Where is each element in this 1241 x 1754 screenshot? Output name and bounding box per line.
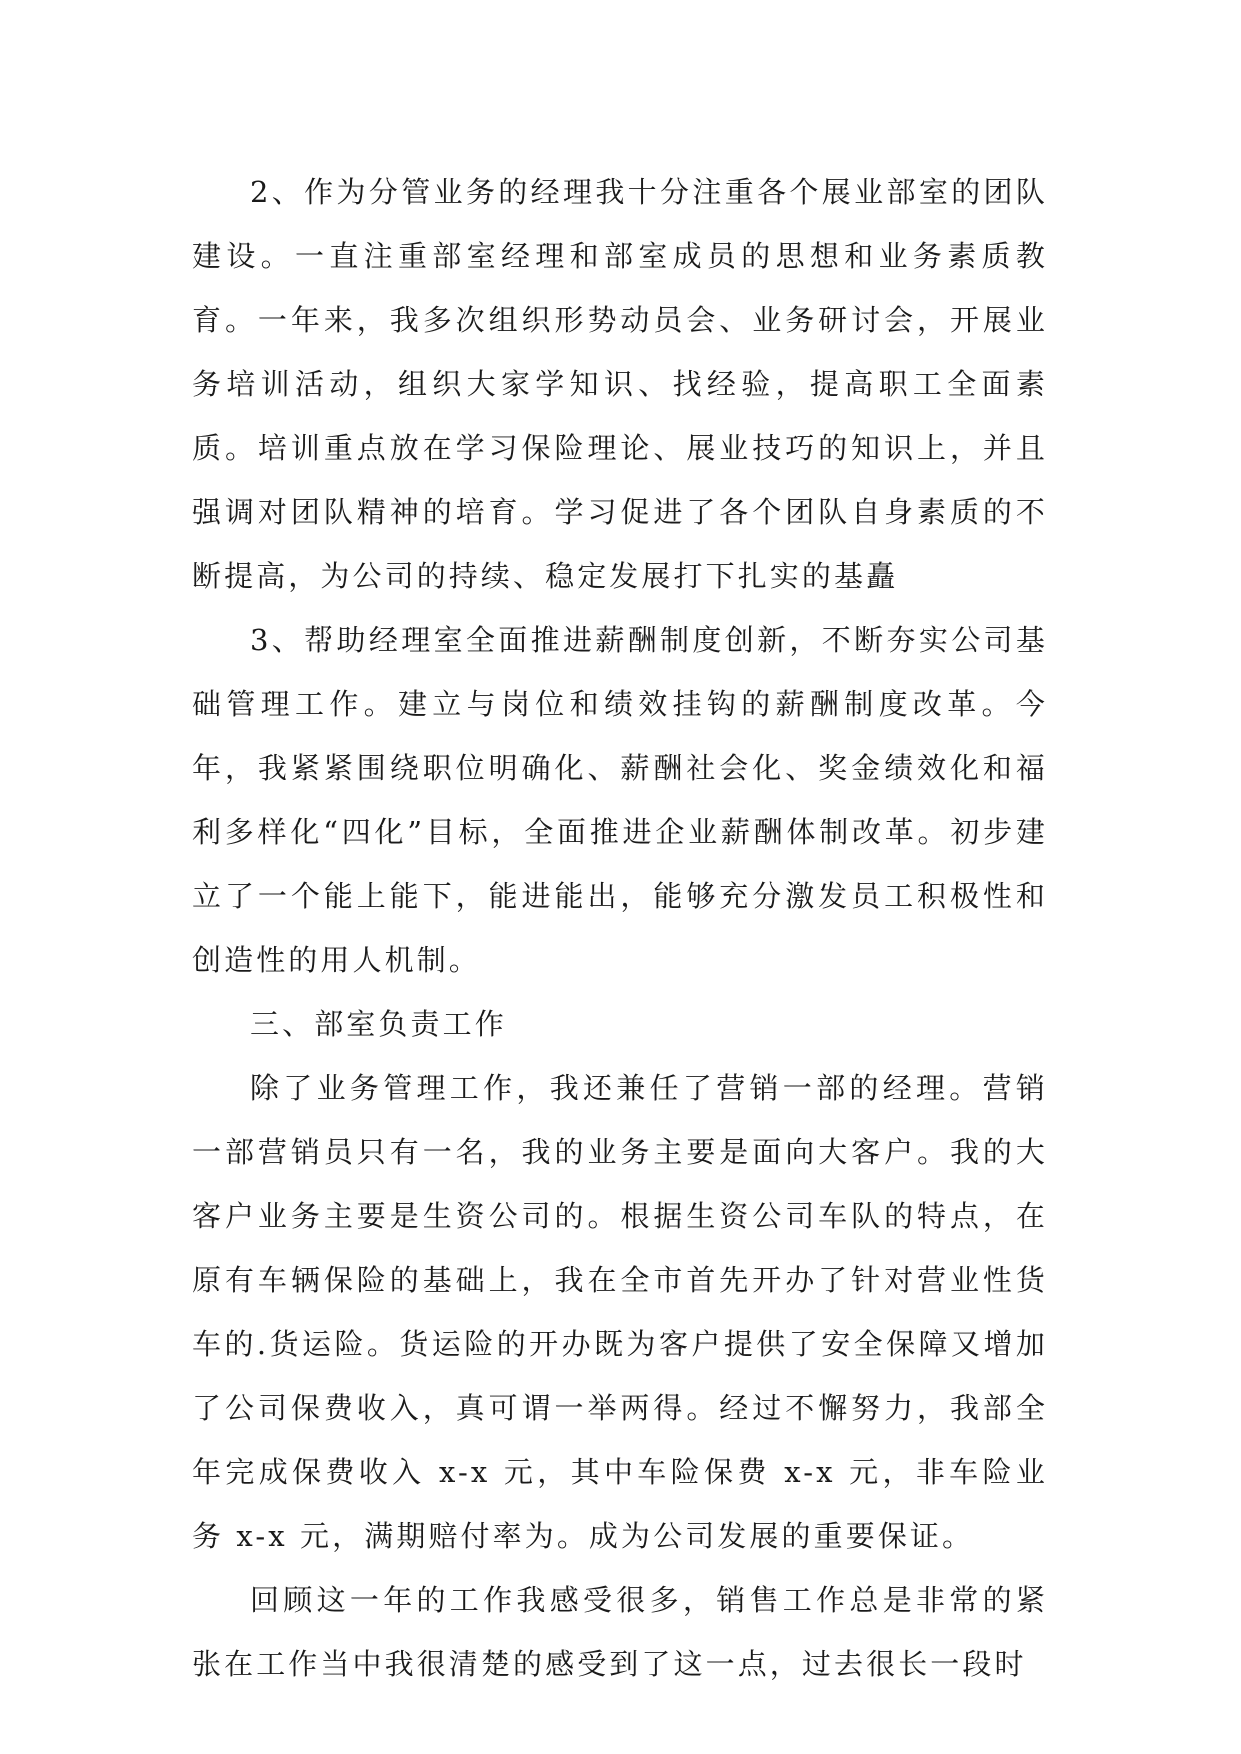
paragraph-salary-reform: 3、帮助经理室全面推进薪酬制度创新，不断夯实公司基础管理工作。建立与岗位和绩效挂钩的薪酬制度改革。今年，我紧紧围绕职位明确化、薪酬社会化、奖金绩效化和福利多样化“四化”目标，全面推进企业薪酬体制改革。初步建立了一个能上能下，能进能出，能够充分激发员工积极性和创造性的用人机制。 <box>192 623 1048 977</box>
paragraph-team-building: 2、作为分管业务的经理我十分注重各个展业部室的团队建设。一直注重部室经理和部室成员的思想和业务素质教育。一年来，我多次组织形势动员会、业务研讨会，开展业务培训活动，组织大家学知识、找经验，提高职工全面素质。培训重点放在学习保险理论、展业技巧的知识上，并且强调对团队精神的培育。学习促进了各个团队自身素质的不断提高，为公司的持续、稳定发展打下扎实的基矗 <box>192 175 1048 593</box>
paragraph-marketing-department: 除了业务管理工作，我还兼任了营销一部的经理。营销一部营销员只有一名，我的业务主要是面向大客户。我的大客户业务主要是生资公司的。根据生资公司车队的特点，在原有车辆保险的基础上，我在全市首先开办了针对营业性货车的.货运险。货运险的开办既为客户提供了安全保障又增加了公司保费收入，真可谓一举两得。经过不懈努力，我部全年完成保费收入 x-x 元，其中车险保费 x-x 元，非车险业务 x-x 元，满期赔付率为。成为公司发展的重要保证。 <box>192 1071 1048 1553</box>
paragraph-review: 回顾这一年的工作我感受很多，销售工作总是非常的紧张在工作当中我很清楚的感受到了这一点，过去很长一段时 <box>192 1583 1048 1681</box>
section-heading-department-work: 三、部室负责工作 <box>250 1007 507 1041</box>
document-body <box>192 160 1048 1696</box>
